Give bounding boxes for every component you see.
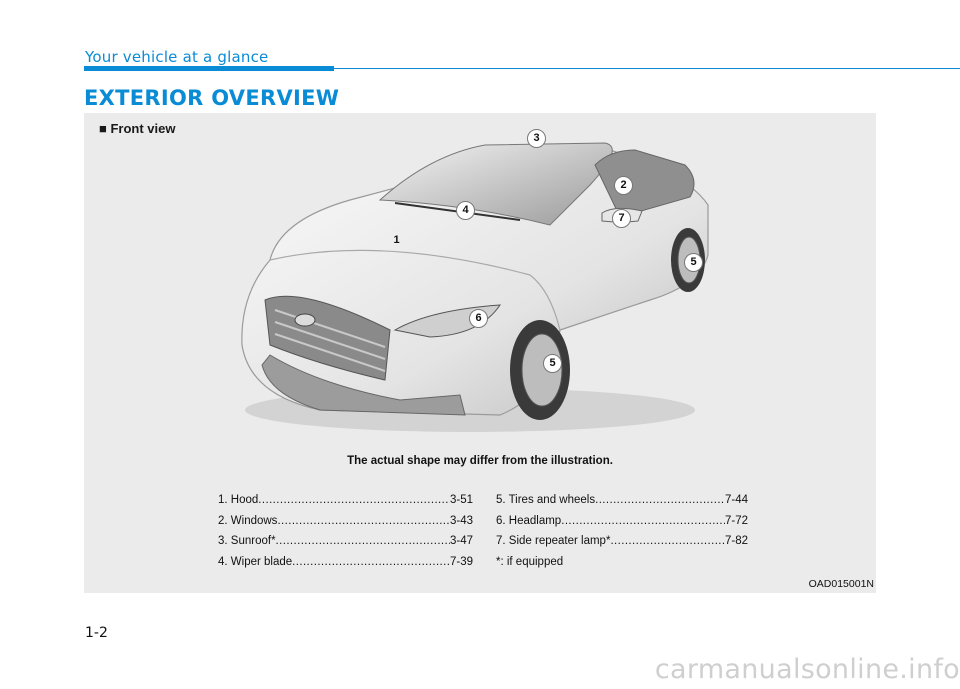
callout-tire-front: 5 [543,354,562,373]
page-heading: EXTERIOR OVERVIEW [84,86,340,110]
callout-tire-rear: 5 [684,253,703,272]
parts-list-right [496,490,748,572]
view-label: ■ Front view [99,121,176,136]
car-illustration [230,125,730,450]
list-item: 4. Wiper blade ..... 7-39 [218,552,473,573]
header-rule-thin [334,68,960,69]
callout-sunroof: 3 [527,129,546,148]
callout-wiper: 4 [456,201,475,220]
callout-side-repeater: 7 [612,209,631,228]
parts-list-left [218,490,473,572]
list-item: 5. Tires and wheels ..... 7-44 [496,490,748,511]
header-rule-thick [84,66,334,71]
page-number: 1-2 [85,625,108,641]
list-item: 3. Sunroof* ..... 3-47 [218,531,473,552]
list-item: 7. Side repeater lamp* ..... 7-82 [496,531,748,552]
image-code: OAD015001N [808,578,874,590]
illustration-caption: The actual shape may differ from the illustration. [347,455,613,467]
callout-headlamp: 6 [469,309,488,328]
callout-windows: 2 [614,176,633,195]
list-item: 2. Windows ..... 3-43 [218,511,473,532]
list-item: 1. Hood ..... 3-51 [218,490,473,511]
section-title: Your vehicle at a glance [85,48,269,66]
callout-hood: 1 [393,234,400,246]
footnote: *: if equipped [496,555,564,568]
watermark: carmanualsonline.info [654,654,960,685]
list-item: 6. Headlamp ..... 7-72 [496,511,748,532]
